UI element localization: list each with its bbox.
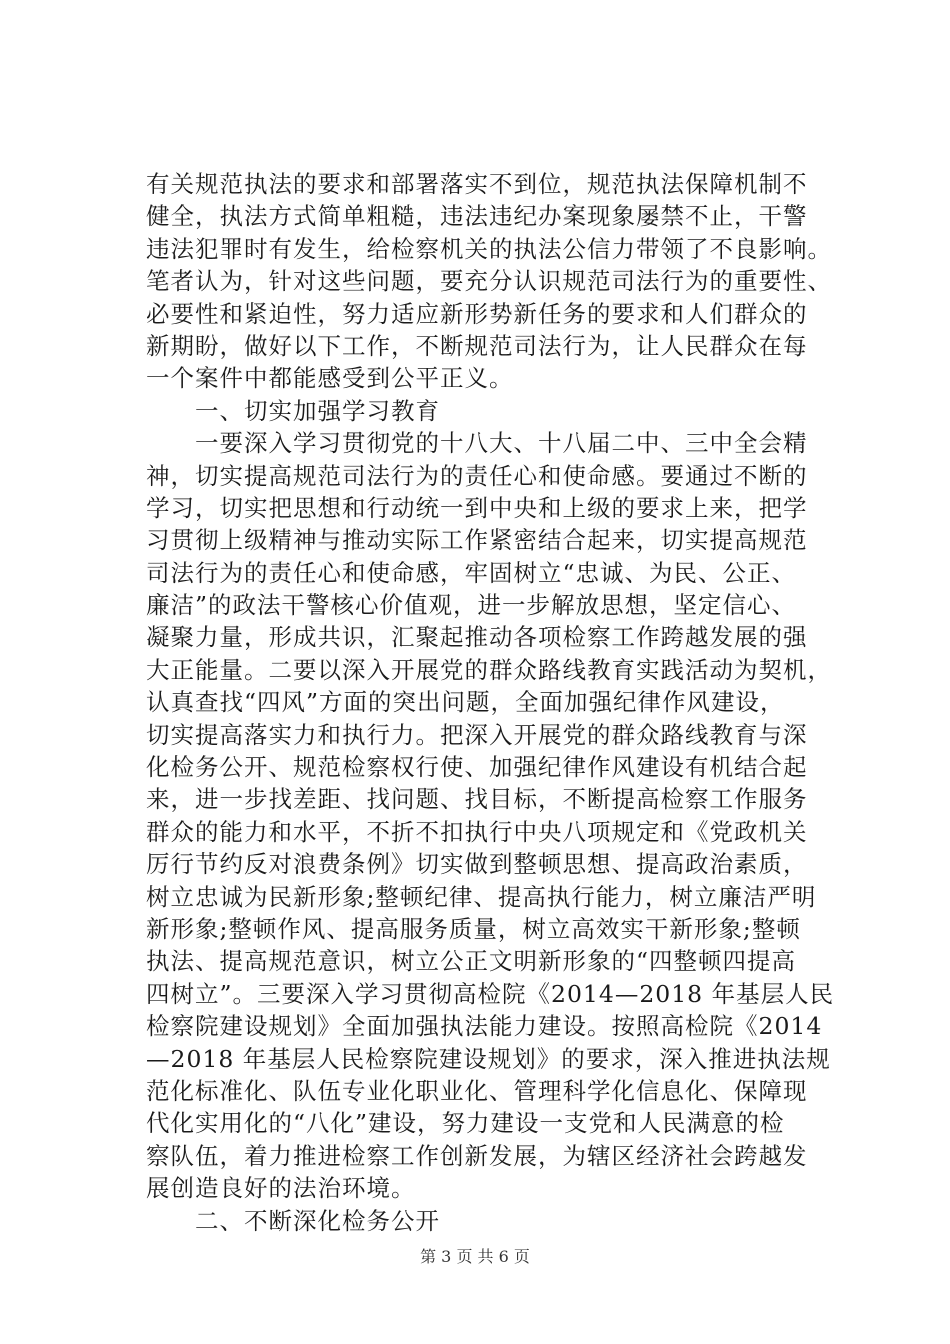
- page-footer: 第 3 页 共 6 页: [420, 1247, 530, 1266]
- text-line: 四树立”。三要深入学习贯彻高检院《2014—2018 年基层人民: [146, 979, 835, 1008]
- text-line: 司法行为的责任心和使命感，牢固树立“忠诚、为民、公正、: [146, 558, 797, 587]
- text-line: 新期盼，做好以下工作，不断规范司法行为，让人民群众在每: [146, 331, 808, 360]
- text-line: 神，切实提高规范司法行为的责任心和使命感。要通过不断的: [146, 461, 808, 490]
- text-line: 新形象;整顿作风、提高服务质量，树立高效实干新形象;整顿: [146, 914, 801, 943]
- text-line: 学习，切实把思想和行动统一到中央和上级的要求上来，把学: [146, 493, 808, 522]
- text-line: 执法、提高规范意识，树立公正文明新形象的“四整顿四提高: [146, 947, 797, 976]
- text-line: 大正能量。二要以深入开展党的群众路线教育实践活动为契机，: [146, 655, 832, 684]
- text-line: —2018 年基层人民检察院建设规划》的要求，深入推进执法规: [146, 1044, 831, 1073]
- text-line: 违法犯罪时有发生，给检察机关的执法公信力带领了不良影响。: [146, 234, 832, 263]
- text-line: 代化实用化的“八化”建设，努力建设一支党和人民满意的检: [146, 1109, 785, 1138]
- text-line: 习贯彻上级精神与推动实际工作紧密结合起来，切实提高规范: [146, 526, 808, 555]
- text-line: 一个案件中都能感受到公平正义。: [146, 364, 514, 393]
- text-line: 树立忠诚为民新形象;整顿纪律、提高执行能力，树立廉洁严明: [146, 882, 817, 911]
- text-line: 凝聚力量，形成共识，汇聚起推动各项检察工作跨越发展的强: [146, 623, 808, 652]
- text-line: 范化标准化、队伍专业化职业化、管理科学化信息化、保障现: [146, 1076, 808, 1105]
- text-line: 一、切实加强学习教育: [146, 396, 440, 425]
- text-line: 认真查找“四风”方面的突出问题，全面加强纪律作风建设，: [146, 688, 785, 717]
- text-line: 必要性和紧迫性，努力适应新形势新任务的要求和人们群众的: [146, 299, 808, 328]
- text-line: 笔者认为，针对这些问题，要充分认识规范司法行为的重要性、: [146, 267, 832, 296]
- text-line: 一要深入学习贯彻党的十八大、十八届二中、三中全会精: [146, 429, 808, 458]
- text-line: 二、不断深化检务公开: [146, 1206, 440, 1235]
- body-text: [146, 168, 836, 1237]
- text-line: 展创造良好的法治环境。: [146, 1174, 416, 1203]
- text-line: 化检务公开、规范检察权行使、加强纪律作风建设有机结合起: [146, 753, 808, 782]
- text-line: 健全，执法方式简单粗糙，违法违纪办案现象屡禁不止，干警: [146, 202, 808, 231]
- text-line: 来，进一步找差距、找问题、找目标，不断提高检察工作服务: [146, 785, 808, 814]
- text-line: 检察院建设规划》全面加强执法能力建设。按照高检院《2014: [146, 1012, 823, 1041]
- text-line: 有关规范执法的要求和部署落实不到位，规范执法保障机制不: [146, 170, 808, 198]
- text-line: 群众的能力和水平，不折不扣执行中央八项规定和《党政机关: [146, 817, 808, 846]
- text-line: 廉洁”的政法干警核心价值观，进一步解放思想，坚定信心、: [146, 591, 797, 620]
- text-line: 察队伍，着力推进检察工作创新发展，为辖区经济社会跨越发: [146, 1141, 808, 1170]
- text-line: 厉行节约反对浪费条例》切实做到整顿思想、提高政治素质，: [146, 850, 808, 879]
- text-line: 切实提高落实力和执行力。把深入开展党的群众路线教育与深: [146, 720, 808, 749]
